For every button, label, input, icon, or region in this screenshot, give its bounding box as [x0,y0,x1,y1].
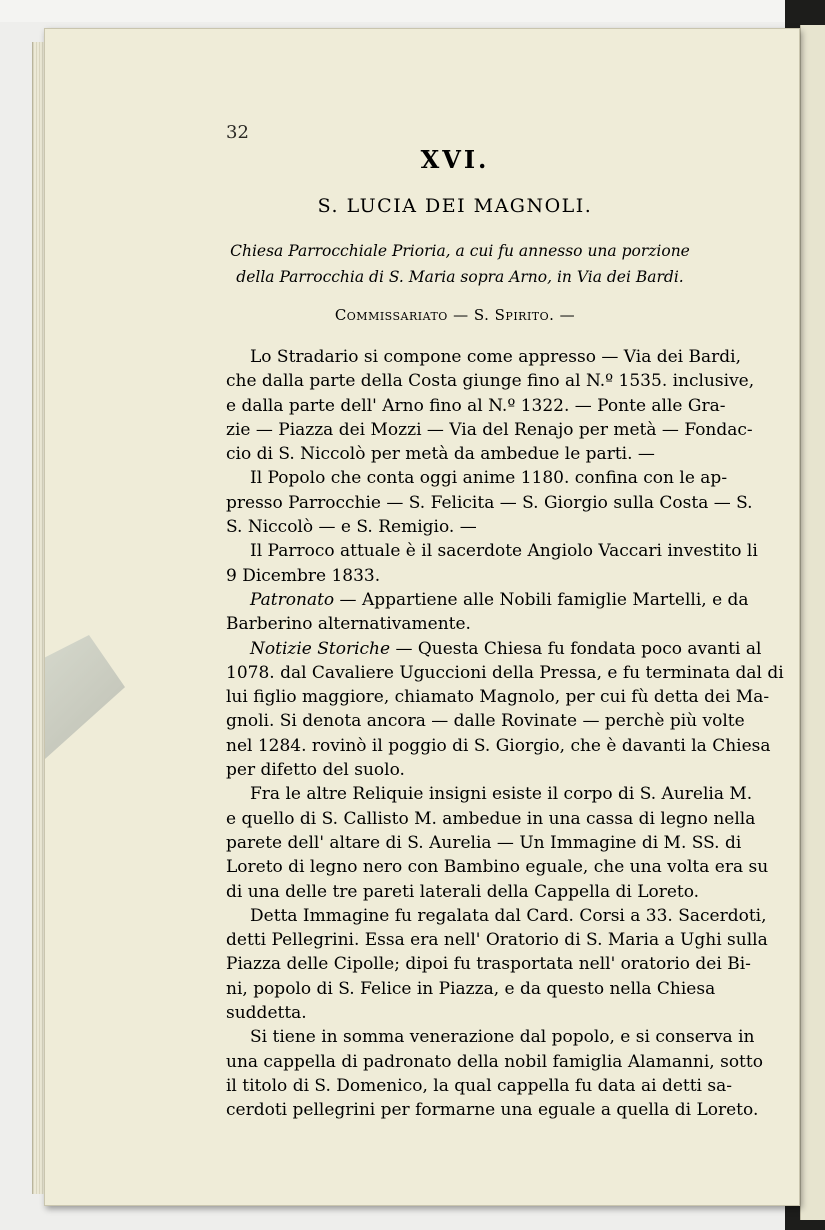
text-line: detti Pellegrini. Essa era nell' Oratorio di S. Maria a Ughi sulla [226,930,768,951]
text-line: Lo Stradario si compone come appresso — Via dei Bardi, [250,347,741,367]
text-line: nel 1284. rovinò il poggio di S. Giorgio, che è davanti la Chiesa [226,735,771,756]
text-line: di una delle tre pareti laterali della Cappella di Loreto. [226,881,700,902]
text-line: gnoli. Si denota ancora — dalle Rovinate — perchè più volte [226,711,745,732]
text-line: che dalla parte della Costa giunge fino al N.º 1535. inclusive, [226,371,755,392]
paragraph [226,782,769,903]
chapter-title: S. LUCIA DEI MAGNOLI. [317,195,593,217]
chapter-subtitle [210,238,710,290]
text-line: Detta Immagine fu regalata dal Card. Corsi a 33. Sacerdoti, [250,905,767,926]
subtitle-line: Chiesa Parrocchiale Prioria, a cui fu annesso una porzione [230,242,690,260]
text-line: Barberino alternativamente. [226,614,471,635]
text-line-rest: — Questa Chiesa fu fondata poco avanti al [390,638,762,659]
chapter-number: XVI. [420,145,490,174]
text-line: Il Parroco attuale è il sacerdote Angiolo Vaccari investito li [250,541,758,562]
commissariato-heading: Commissariato — S. Spirito. — [334,306,576,324]
paragraph [226,637,784,783]
body-text [226,345,784,1123]
text-line: il titolo di S. Domenico, la qual cappella fu data ai detti sa- [226,1075,732,1096]
text-line: e dalla parte dell' Arno fino al N.º 1322. — Ponte alle Gra- [226,395,726,416]
text-line: suddetta. [226,1003,307,1024]
text-line: Il Popolo che conta oggi anime 1180. confina con le ap- [250,468,728,489]
text-line: una cappella di padronato della nobil famiglia Alamanni, sotto [226,1051,763,1072]
text-line: S. Niccolò — e S. Remigio. — [226,517,477,538]
text-line: lui figlio maggiore, chiamato Magnolo, per cui fù detta dei Ma- [226,687,770,708]
paragraph [226,904,768,1025]
next-page-edge [800,25,825,1220]
subtitle-line: della Parrocchia di S. Maria sopra Arno, in Via dei Bardi. [236,268,684,286]
text-line: Si tiene in somma venerazione dal popolo, e si conserva in [250,1027,755,1048]
text-line [226,588,749,612]
bookmark-clip [45,635,125,759]
paragraph-lead: Notizie Storiche [250,638,391,659]
paragraph [226,539,758,588]
text-line: parete dell' altare di S. Aurelia — Un Immagine di M. SS. di [226,832,742,853]
text-line-rest: — Appartiene alle Nobili famiglie Martelli, e da [334,589,749,610]
text-line [226,637,762,661]
paragraph [226,466,753,539]
text-line: cio di S. Niccolò per metà da ambedue le parti. — [226,444,655,465]
text-line: 9 Dicembre 1833. [226,565,381,586]
text-line: e quello di S. Callisto M. ambedue in una cassa di legno nella [226,808,756,829]
page-number: 32 [226,122,249,143]
paragraph [226,1025,763,1122]
text-line: Piazza delle Cipolle; dipoi fu trasportata nell' oratorio dei Bi- [226,954,751,975]
paragraph [226,345,755,466]
paragraph [226,588,749,637]
text-line: Fra le altre Reliquie insigni esiste il corpo di S. Aurelia M. [250,784,753,805]
text-line: per difetto del suolo. [226,760,405,781]
text-line: cerdoti pellegrini per formarne una eguale a quella di Loreto. [226,1100,759,1121]
paragraph-lead: Patronato [250,589,335,610]
text-line: ni, popolo di S. Felice in Piazza, e da questo nella Chiesa [226,978,716,999]
background-top [0,0,825,22]
text-line: presso Parrocchie — S. Felicita — S. Giorgio sulla Costa — S. [226,492,753,513]
text-line: zie — Piazza dei Mozzi — Via del Renajo per metà — Fondac- [226,419,753,440]
text-line: Loreto di legno nero con Bambino eguale, che una volta era su [226,857,769,878]
text-line: 1078. dal Cavaliere Uguccioni della Pressa, e fu terminata dal di [226,662,784,683]
